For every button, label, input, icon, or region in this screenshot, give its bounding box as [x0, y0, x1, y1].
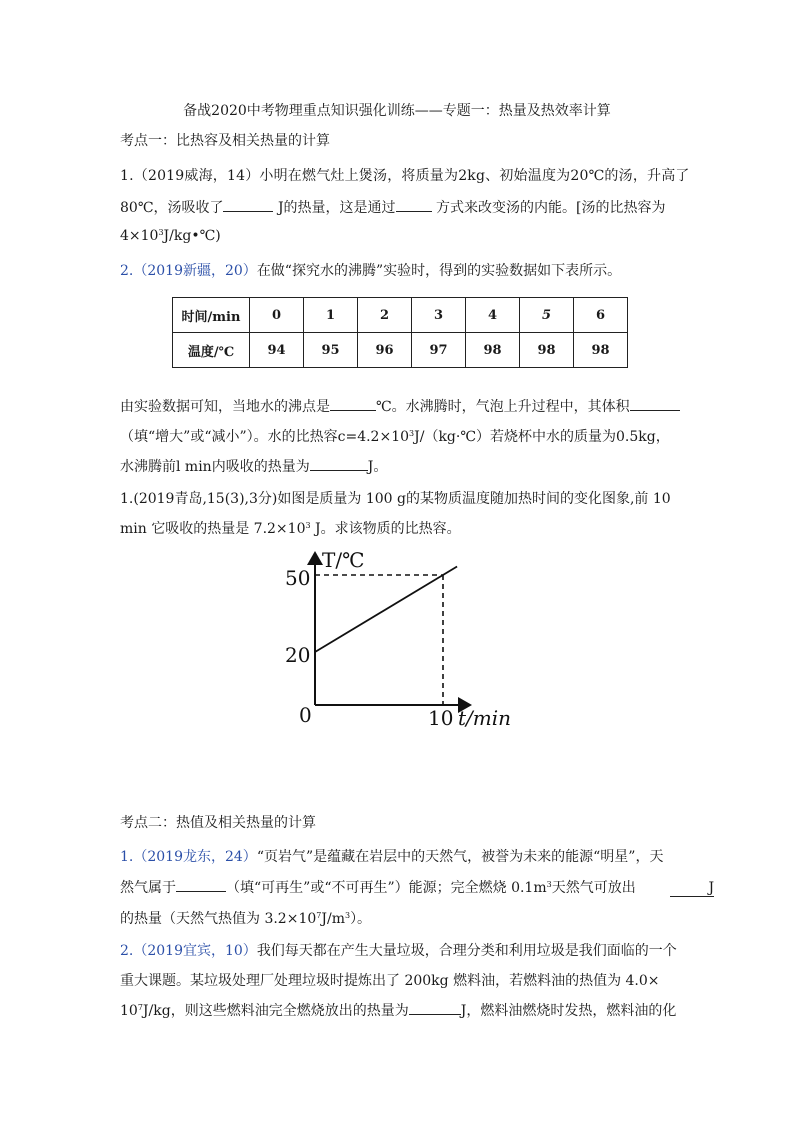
- table-cell: 95: [304, 333, 358, 368]
- s1-q1-line2: [120, 197, 665, 217]
- s1-q3-line2: [120, 518, 461, 538]
- superscript: 3: [305, 521, 311, 530]
- table-cell: 97: [412, 333, 466, 368]
- s2-q1-text-e: J/m: [321, 911, 345, 927]
- answer-blank[interactable]: [670, 880, 714, 897]
- answer-blank[interactable]: [223, 197, 273, 212]
- table-cell: 5: [520, 298, 574, 333]
- table-cell: 2: [358, 298, 412, 333]
- table-cell: 6: [574, 298, 628, 333]
- answer-blank[interactable]: [310, 456, 368, 471]
- data-line: [315, 567, 457, 652]
- s1-q1-text-a: 80℃，汤吸收了: [120, 200, 224, 216]
- s1-q3-text-b: J。求该物质的比热容。: [310, 521, 461, 537]
- s1-q2-after-d: J/（kg·℃）若烧杯中水的质量为0.5kg，: [414, 429, 670, 445]
- s2-q2-text: 我们每天都在产生大量垃圾，合理分类和利用垃圾是我们面临的一个: [256, 943, 677, 959]
- temperature-time-graph: [280, 545, 530, 735]
- s1-q2-line1: [120, 260, 621, 280]
- y-tick-lower: 20: [285, 643, 311, 667]
- s2-q1-text-d: 的热量（天然气热值为 3.2×10: [120, 911, 317, 927]
- s1-q2-after-line1: [120, 396, 680, 416]
- s2-q1-text-c: 天然气可放出: [551, 880, 636, 896]
- table-cell-header: 时间/min: [173, 298, 250, 333]
- table-row: [173, 333, 628, 368]
- answer-blank[interactable]: [409, 1000, 461, 1015]
- table-cell: 1: [304, 298, 358, 333]
- s2-q1-text-f: ）。: [350, 911, 372, 927]
- s2-q1-unit: J: [708, 880, 715, 896]
- table-row: [173, 298, 628, 333]
- table-cell: 94: [250, 333, 304, 368]
- s1-q1-text-d: 4×10: [120, 228, 159, 244]
- superscript: 3: [409, 429, 415, 438]
- s1-q2-after-f: J。: [367, 459, 388, 475]
- s1-q2-after-c: （填“增大”或“减小”）。水的比热容c=4.2×10: [120, 429, 410, 445]
- s1-q3-text-a: min 它吸收的热量是 7.2×10: [120, 521, 306, 537]
- s1-q2-after-a: 由实验数据可知，当地水的沸点是: [120, 399, 330, 415]
- s2-q2-line1: [120, 940, 677, 960]
- s2-q1-label: 1.（2019龙东，24）: [120, 849, 257, 865]
- y-axis-label: T/℃: [322, 548, 365, 572]
- s1-q3-line1: 1.(2019青岛,15(3),3分)如图是质量为 100 g的某物质温度随加热时间的变化图象,前 10: [120, 491, 671, 507]
- page-title: 备战2020中考物理重点知识强化训练——专题一：热量及热效率计算: [183, 103, 611, 119]
- s2-q1-text-b: （填“可再生”或“不可再生”）能源；完全燃烧 0.1m: [226, 880, 547, 896]
- s1-q2-after-b: ℃。水沸腾时，气泡上升过程中，其体积: [376, 399, 630, 415]
- table-cell: 3: [412, 298, 466, 333]
- table-cell: 98: [574, 333, 628, 368]
- s2-q1-line2: [120, 877, 714, 897]
- table-cell-header: 温度/℃: [173, 333, 250, 368]
- s2-q1-text: “页岩气”是蕴藏在岩层中的天然气，被誉为未来的能源“明星”，天: [256, 849, 664, 865]
- s1-q1-text-b: J的热量，这是通过: [277, 200, 396, 216]
- s2-q2-label: 2.（2019宜宾，10）: [120, 943, 257, 959]
- s2-q2-line2: 重大课题。某垃圾处理厂处理垃圾时提炼出了 200kg 燃料油，若燃料油的热值为 4.0×: [120, 973, 660, 989]
- answer-blank[interactable]: [396, 197, 432, 212]
- s1-q2-after-line2: [120, 426, 670, 446]
- superscript: 3: [158, 228, 164, 237]
- y-tick-upper: 50: [285, 566, 311, 590]
- s1-q1-line3: [120, 228, 221, 244]
- s1-q2-after-line3: [120, 456, 387, 476]
- s2-q2-text-c: J，燃料油燃烧时发热，燃料油的化: [460, 1003, 677, 1019]
- x-tick: 10: [428, 706, 454, 730]
- s1-q1-text-e: J/kg•℃): [163, 228, 221, 244]
- x-axis-label: t/min: [458, 706, 512, 730]
- section2-heading: 考点二：热值及相关热量的计算: [120, 815, 316, 831]
- answer-blank[interactable]: [330, 396, 376, 411]
- table-cell: 98: [520, 333, 574, 368]
- s1-q1-prefix: 1.（2019威海，14）小明在燃气灶上煲汤，将质量为2kg、初始温度为20℃的汤，升高了: [120, 168, 690, 184]
- superscript: 3: [344, 911, 351, 920]
- s2-q1-line1: [120, 846, 663, 866]
- s2-q1-text-a: 然气属于: [120, 880, 176, 896]
- section1-heading: 考点一：比热容及相关热量的计算: [120, 133, 330, 149]
- s1-q2-text: 在做“探究水的沸腾”实验时，得到的实验数据如下表所示。: [256, 263, 622, 279]
- s2-q2-text-a: 10: [120, 1003, 138, 1019]
- origin-label: 0: [299, 703, 312, 727]
- answer-blank[interactable]: [176, 877, 226, 892]
- table-cell: 4: [466, 298, 520, 333]
- table-cell: 98: [466, 333, 520, 368]
- superscript: 3: [546, 880, 552, 889]
- s1-q1-line1: [120, 165, 690, 185]
- s2-q2-text-b: J/kg，则这些燃料油完全燃烧放出的热量为: [142, 1003, 409, 1019]
- superscript: 7: [137, 1003, 143, 1012]
- table-cell: 96: [358, 333, 412, 368]
- s2-q2-line3: [120, 1000, 676, 1020]
- answer-blank[interactable]: [630, 396, 680, 411]
- s1-q2-after-e: 水沸腾前l min内吸收的热量为: [120, 459, 310, 475]
- table-cell: 0: [250, 298, 304, 333]
- superscript: 7: [316, 911, 322, 920]
- s1-q1-text-c: 方式来改变汤的内能。[汤的比热容为: [436, 200, 666, 216]
- s2-q1-line3: [120, 908, 371, 928]
- s1-q2-label: 2.（2019新疆，20）: [120, 263, 257, 279]
- data-table: [172, 297, 628, 368]
